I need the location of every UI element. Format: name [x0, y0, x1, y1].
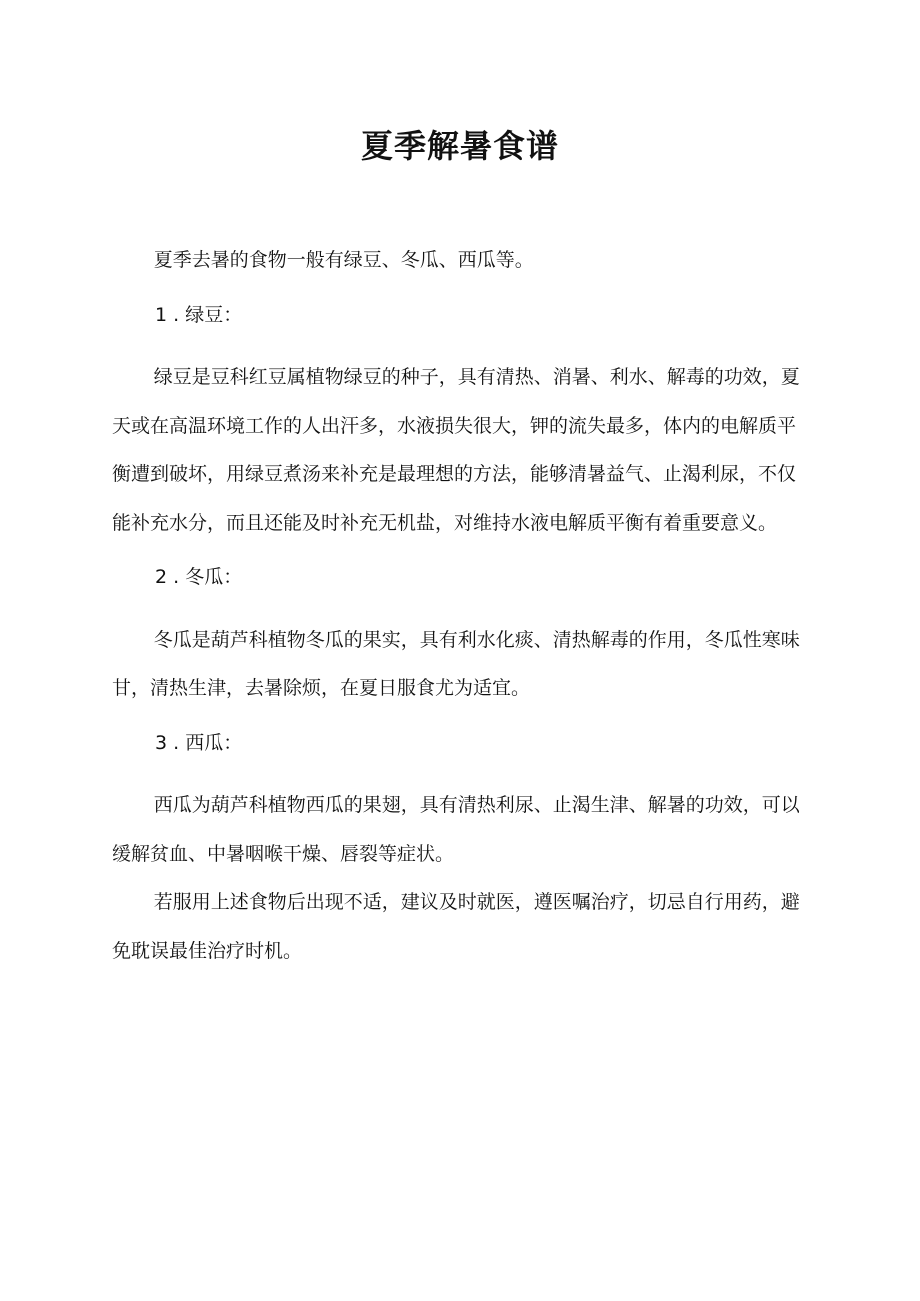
- closing-paragraph: 若服用上述食物后出现不适，建议及时就医，遵医嘱治疗，切忌自行用药，避免耽误最佳治疗时机。: [112, 891, 800, 962]
- spacer: [112, 339, 812, 353]
- spacer: [112, 767, 812, 781]
- section-text-watermelon: 西瓜为葫芦科植物西瓜的果翅，具有清热利尿、止渴生津、解暑的功效，可以缓解贫血、中暑咽喉干燥、唇裂等症状。: [112, 794, 800, 865]
- document-body: [112, 236, 812, 975]
- page-title: 夏季解暑食谱: [360, 127, 559, 165]
- section-text-mung-bean: 绿豆是豆科红豆属植物绿豆的种子，具有清热、消暑、利水、解毒的功效，夏天或在高温环境工作的人出汗多，水液损失很大，钾的流失最多，体内的电解质平衡遭到破坏，用绿豆煮汤来补充是最理想的方法，能够清暑益气、止渴利尿，不仅能补充水分，而且还能及时补充无机盐，对维持水液电解质平衡有着重要意义。: [112, 366, 800, 534]
- section-text-winter-melon: 冬瓜是葫芦科植物冬瓜的果实，具有利水化痰、清热解毒的作用，冬瓜性寒味甘，清热生津，去暑除烦，在夏日服食尤为适宜。: [112, 628, 800, 699]
- section-heading-winter-melon: 2 . 冬瓜：: [155, 566, 243, 588]
- intro-paragraph: 夏季去暑的食物一般有绿豆、冬瓜、西瓜等。: [153, 249, 534, 271]
- section-heading-watermelon: 3 . 西瓜：: [155, 731, 243, 754]
- section-heading-mung-bean: 1 . 绿豆：: [155, 303, 243, 326]
- spacer: [112, 602, 812, 616]
